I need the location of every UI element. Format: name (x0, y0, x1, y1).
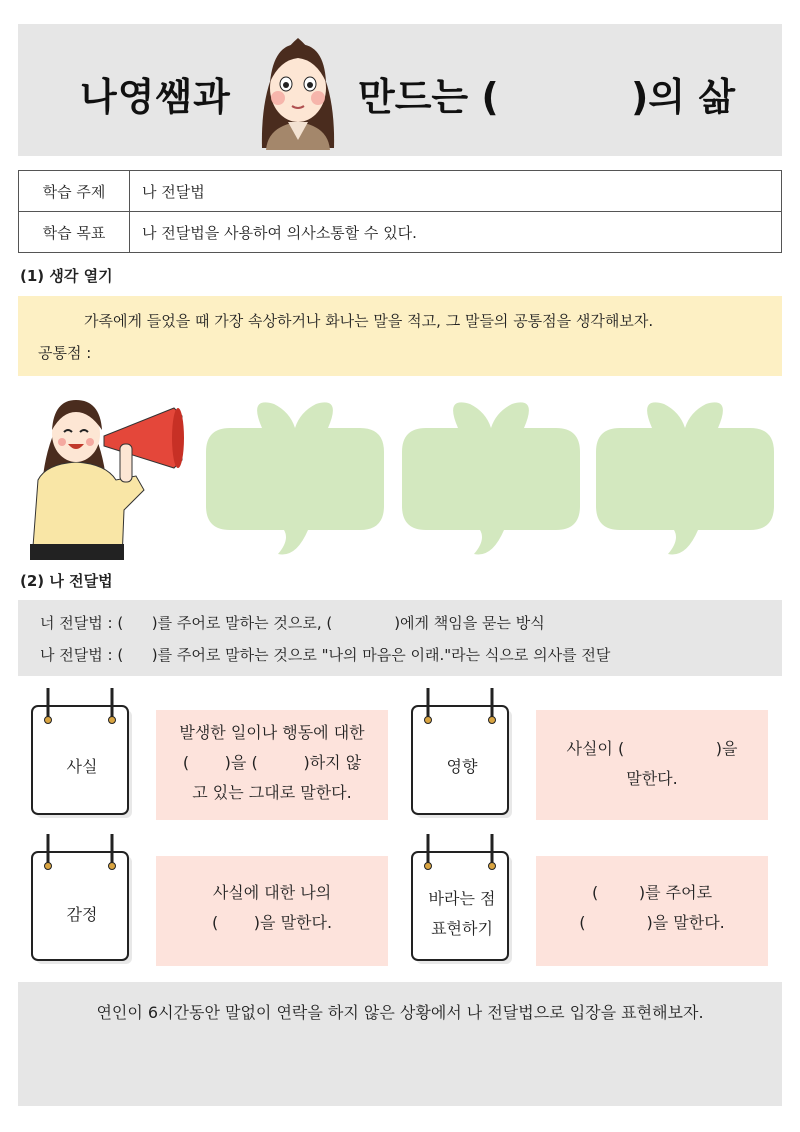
table-row (19, 171, 782, 212)
topic-label: 학습 주제 (19, 171, 130, 212)
teacher-avatar-illustration (252, 30, 344, 150)
impact-description-box (536, 710, 768, 820)
speech-bubble-3[interactable] (594, 394, 776, 560)
wish-description-box (536, 856, 768, 966)
wish-desc-line: ( )을 말한다. (579, 913, 725, 932)
title-left: 나영쌤과 (80, 75, 231, 119)
activity-box[interactable] (18, 982, 782, 1106)
goal-value: 나 전달법을 사용하여 의사소통할 수 있다. (130, 212, 782, 253)
topic-value: 나 전달법 (130, 171, 782, 212)
emotion-description-box (156, 856, 388, 966)
impact-desc-line: 말한다. (626, 769, 678, 788)
impact-card-label: 영향 (446, 757, 478, 776)
wish-card (410, 834, 514, 946)
emotion-card-label: 감정 (66, 905, 98, 924)
title-right: 만드는 ( )의 삶 (358, 75, 736, 119)
wish-card-label-2: 표현하기 (431, 919, 493, 938)
learning-info-table (18, 170, 782, 253)
emotion-card (30, 834, 134, 946)
goal-label: 학습 목표 (19, 212, 130, 253)
fact-desc-line: 고 있는 그대로 말한다. (192, 783, 352, 802)
common-point-label: 공통점 : (38, 344, 92, 362)
speech-bubble-1[interactable] (204, 394, 386, 560)
table-row (19, 212, 782, 253)
thinking-prompt: 가족에게 들었을 때 가장 속상하거나 화나는 말을 적고, 그 말들의 공통점을 생각해보자. (84, 312, 654, 330)
section2-title: (2) 나 전달법 (20, 572, 113, 590)
thinking-prompt-box (18, 296, 782, 376)
emotion-desc-line: ( )을 말한다. (211, 913, 333, 932)
fact-desc-line: ( )을 ( )하지 않 (182, 753, 362, 772)
wish-card-label: 바라는 점 (428, 889, 496, 908)
wish-desc-line: ( )를 주어로 (591, 883, 713, 902)
megaphone-girl-illustration (24, 380, 188, 560)
fact-description-box (156, 710, 388, 820)
fact-desc-line: 발생한 일이나 행동에 대한 (179, 723, 365, 742)
activity-prompt: 연인이 6시간동안 말없이 연락을 하지 않은 상황에서 나 전달법으로 입장을 표현해보자. (96, 1003, 704, 1022)
you-message-definition: 너 전달법 : ( )를 주어로 말하는 것으로, ( )에게 책임을 묻는 방식 (40, 614, 545, 632)
impact-card (410, 688, 514, 800)
i-message-definition: 나 전달법 : ( )를 주어로 말하는 것으로 "나의 마음은 이래."라는 식으로 의사를 전달 (40, 646, 611, 664)
impact-desc-line: 사실이 ( )을 (566, 739, 738, 758)
fact-card (30, 688, 134, 800)
emotion-desc-line: 사실에 대한 나의 (212, 883, 332, 902)
speech-bubble-2[interactable] (400, 394, 582, 560)
fact-card-label: 사실 (66, 757, 98, 776)
section1-title: (1) 생각 열기 (20, 267, 113, 285)
message-definition-box (18, 600, 782, 676)
